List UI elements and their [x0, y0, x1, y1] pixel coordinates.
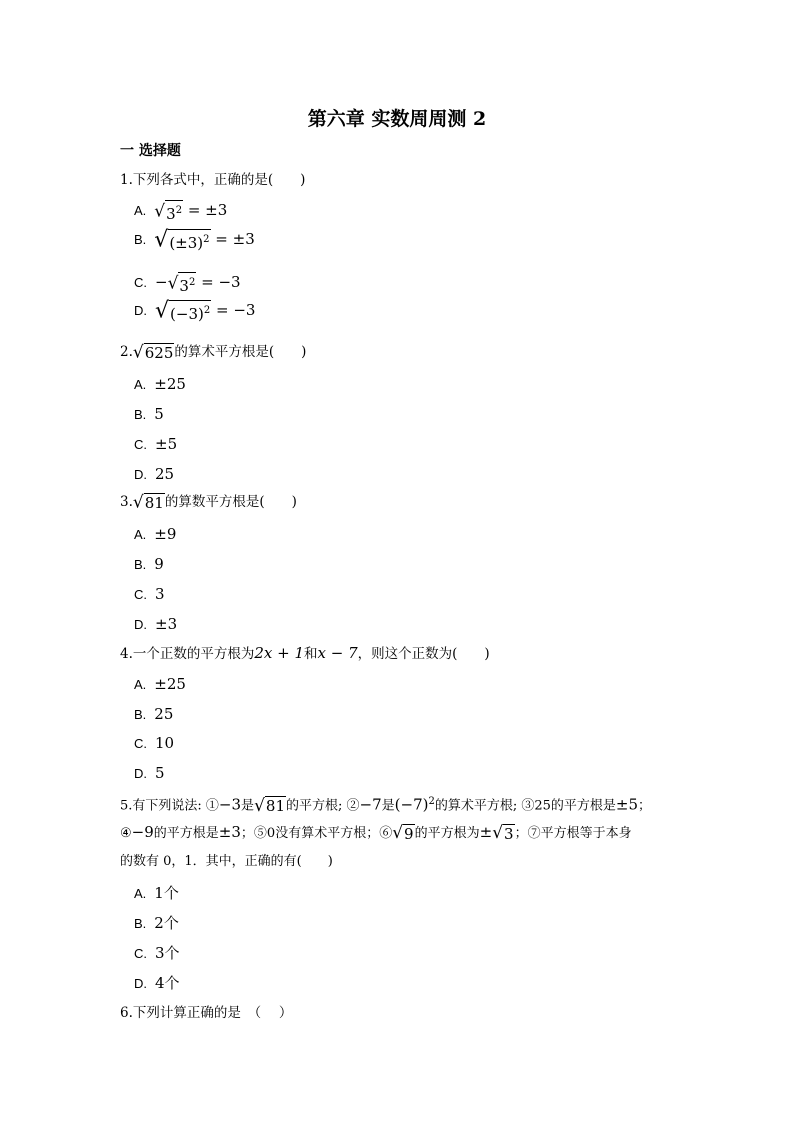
section-heading: 一 选择题 [120, 143, 181, 159]
q2-option-c: C. ±5 [134, 435, 178, 453]
question-3-stem: 3.√81的算数平方根是( ) [120, 492, 297, 513]
q2-option-b: B. 5 [134, 405, 164, 423]
q4-option-c: C. 10 [134, 734, 175, 752]
q3-option-a: A. ±9 [134, 525, 177, 543]
q4-option-b: B. 25 [134, 705, 174, 723]
q1-option-d: D. $√(-3)^2 = -3$ [134, 298, 256, 324]
q5-option-b: B. 2个 [134, 914, 179, 932]
q2-option-d: D. 25 [134, 465, 175, 483]
q2-option-a: A. ±25 [134, 375, 186, 393]
question-5-line-1: 5.有下列说法: ①−3是√81的平方根; ②−7是$(-7)^2$的算术平方根; ③25的平方根是±5； [120, 795, 652, 816]
q4-option-d: D. 5 [134, 764, 165, 782]
question-6-stem: 6.下列计算正确的是 （ ） [120, 1005, 293, 1021]
q3-option-c: C. 3 [134, 585, 165, 603]
q5-option-c: C. 3个 [134, 944, 180, 962]
question-2-stem: 2.√625的算术平方根是( ) [120, 342, 307, 363]
page-title: 第六章 实数周周测 2 [307, 108, 487, 130]
question-5-line-2: ④−9的平方根是±3；⑤0没有算术平方根；⑥√9的平方根为±√3；⑦平方根等于本身 [120, 823, 632, 844]
question-1-stem: 1.下列各式中，正确的是( ) [120, 172, 306, 188]
question-5-line-3: 的数有 0，1．其中，正确的有( ) [120, 854, 333, 869]
q5-option-a: A. 1个 [134, 884, 179, 902]
question-4-stem: 4.一个正数的平方根为2x + 1和x − 7，则这个正数为( ) [120, 644, 490, 662]
q4-option-a: A. ±25 [134, 675, 186, 693]
q3-option-b: B. 9 [134, 555, 164, 573]
q1-option-a: A. $√3^2 = \pm 3$ [134, 201, 228, 223]
q3-option-d: D. ±3 [134, 615, 178, 633]
q1-option-b: B. $√(\pm 3)^2 = \pm 3$ [134, 227, 255, 253]
q5-option-d: D. 4个 [134, 974, 180, 992]
q1-option-c: C. $-√3^2 = -3$ [134, 273, 241, 295]
